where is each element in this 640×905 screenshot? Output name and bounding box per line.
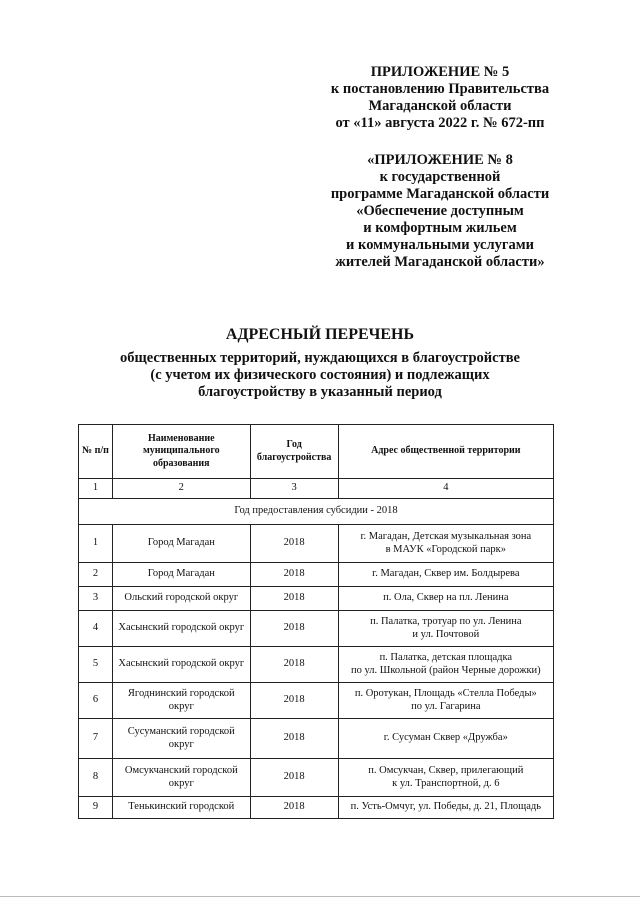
section-label: Год предоставления субсидии - 2018 xyxy=(79,499,554,525)
territory-address xyxy=(338,719,553,759)
column-numbers-row xyxy=(79,479,554,499)
header-year: Год благоустройства xyxy=(250,425,338,479)
table-row xyxy=(79,719,554,759)
title-subtitle-line: (с учетом их физического состояния) и подлежащих xyxy=(150,367,490,383)
appendix8-line: и комфортным жильем xyxy=(363,220,517,236)
municipality-name: Ягоднинский городской округ xyxy=(112,683,250,719)
header-number: № п/п xyxy=(79,425,113,479)
appendix5-line: ПРИЛОЖЕНИЕ № 5 xyxy=(370,64,510,80)
row-number: 4 xyxy=(79,611,113,647)
address-line: к ул. Транспортной, д. 6 xyxy=(392,777,500,789)
appendix-5-header xyxy=(290,64,590,132)
title-subtitle-line: благоустройству в указанный период xyxy=(198,384,442,400)
territory-address xyxy=(338,797,553,819)
municipality-name: Ольский городской округ xyxy=(112,587,250,611)
table-row xyxy=(79,797,554,819)
row-number: 3 xyxy=(79,587,113,611)
document-title xyxy=(60,325,580,401)
address-line: п. Палатка, тротуар по ул. Ленина xyxy=(370,616,522,627)
territory-address xyxy=(338,525,553,563)
row-number: 1 xyxy=(79,525,113,563)
table-header-row xyxy=(79,425,554,479)
table-row xyxy=(79,683,554,719)
table-row xyxy=(79,525,554,563)
territory-address xyxy=(338,683,553,719)
address-line: п. Ола, Сквер на пл. Ленина xyxy=(383,592,509,604)
address-line: п. Оротукан, Площадь «Стелла Победы» xyxy=(354,688,537,699)
appendix8-line: к государственной xyxy=(379,169,501,185)
row-number: 6 xyxy=(79,683,113,719)
title-subtitle-line: общественных территорий, нуждающихся в благоустройстве xyxy=(120,350,520,366)
address-line: по ул. Школьной (район Черные дорожки) xyxy=(350,664,541,676)
row-number: 2 xyxy=(79,563,113,587)
territory-address xyxy=(338,587,553,611)
territory-address xyxy=(338,611,553,647)
row-number: 7 xyxy=(79,719,113,759)
improvement-year: 2018 xyxy=(250,797,338,819)
table-row xyxy=(79,759,554,797)
appendix-8-header xyxy=(290,152,590,271)
appendix5-line: Магаданской области xyxy=(368,98,512,114)
column-number: 4 xyxy=(338,479,553,499)
header-municipality: Наименование муниципального образования xyxy=(112,425,250,479)
column-number: 3 xyxy=(250,479,338,499)
address-line: г. Магадан, Детская музыкальная зона xyxy=(360,531,532,542)
appendix5-line: к постановлению Правительства xyxy=(330,81,550,97)
municipality-name: Город Магадан xyxy=(112,525,250,563)
address-line: п. Омсукчан, Сквер, прилегающий xyxy=(368,765,524,776)
table-row xyxy=(79,563,554,587)
municipality-name: Хасынский городской округ xyxy=(112,647,250,683)
row-number: 9 xyxy=(79,797,113,819)
address-line: п. Усть-Омчуг, ул. Победы, д. 21, Площадь xyxy=(350,801,542,813)
column-number: 1 xyxy=(79,479,113,499)
address-line: п. Палатка, детская площадка xyxy=(379,652,513,663)
improvement-year: 2018 xyxy=(250,647,338,683)
municipality-name: Сусуманский городской округ xyxy=(112,719,250,759)
appendix8-line: и коммунальными услугами xyxy=(346,237,534,253)
territory-address xyxy=(338,563,553,587)
table-row xyxy=(79,611,554,647)
address-line: в МАУК «Городской парк» xyxy=(385,543,507,555)
appendix8-line: «ПРИЛОЖЕНИЕ № 8 xyxy=(367,152,513,168)
improvement-year: 2018 xyxy=(250,587,338,611)
address-line: г. Сусуман Сквер «Дружба» xyxy=(383,732,508,744)
municipality-name: Омсукчанский городской округ xyxy=(112,759,250,797)
improvement-year: 2018 xyxy=(250,719,338,759)
appendix8-line: «Обеспечение доступным xyxy=(356,203,524,219)
column-number: 2 xyxy=(112,479,250,499)
improvement-year: 2018 xyxy=(250,759,338,797)
territory-address xyxy=(338,647,553,683)
appendix8-line: жителей Магаданской области» xyxy=(335,254,545,270)
header-address: Адрес общественной территории xyxy=(338,425,553,479)
improvement-year: 2018 xyxy=(250,683,338,719)
page-edge-divider xyxy=(0,896,640,897)
table-row xyxy=(79,647,554,683)
address-line: г. Магадан, Сквер им. Болдырева xyxy=(372,568,520,580)
row-number: 8 xyxy=(79,759,113,797)
municipality-name: Тенькинский городской xyxy=(112,797,250,819)
municipality-name: Хасынский городской округ xyxy=(112,611,250,647)
address-line: по ул. Гагарина xyxy=(411,700,481,712)
appendix5-line: от «11» августа 2022 г. № 672-пп xyxy=(335,115,545,131)
improvement-year: 2018 xyxy=(250,611,338,647)
improvement-year: 2018 xyxy=(250,563,338,587)
address-line: и ул. Почтовой xyxy=(412,628,480,640)
row-number: 5 xyxy=(79,647,113,683)
section-row xyxy=(79,499,554,525)
title-main: АДРЕСНЫЙ ПЕРЕЧЕНЬ xyxy=(225,326,415,343)
municipality-name: Город Магадан xyxy=(112,563,250,587)
territory-address xyxy=(338,759,553,797)
territories-table xyxy=(78,424,554,819)
improvement-year: 2018 xyxy=(250,525,338,563)
appendix8-line: программе Магаданской области xyxy=(330,186,550,202)
table-row xyxy=(79,587,554,611)
